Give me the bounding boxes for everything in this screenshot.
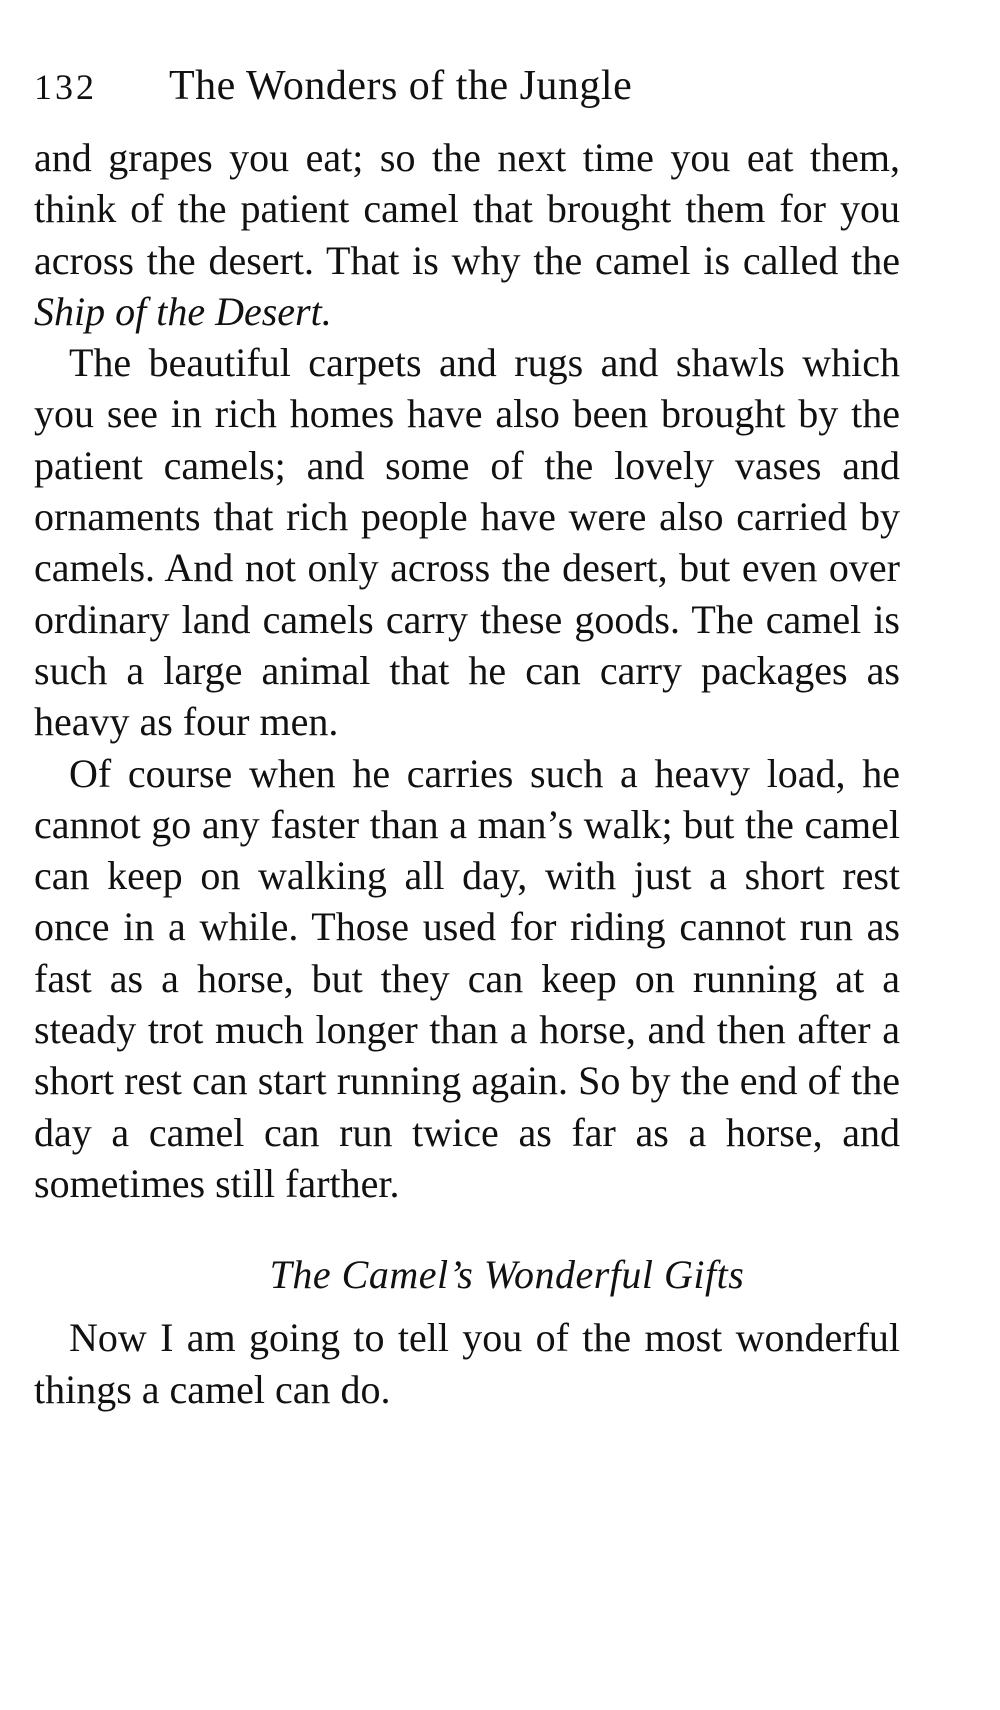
paragraph-speed: Of course when he carries such a heavy load, he cannot go any faster than a man’s walk; but the camel can keep on walking all day, with just a short rest once in a while. Those used for riding cannot run as fast as a horse, but they can keep on running at a steady trot much longer than a horse, and then after a short rest can start running again. So by the end of the day a camel can run twice as far as a horse, and sometimes still farther. (34, 750, 900, 1206)
emphasized-phrase: Ship of the Desert. (34, 288, 332, 334)
paragraph-section-intro: Now I am going to tell you of the most wonderful things a camel can do. (34, 1315, 900, 1412)
paragraph-text: and grapes you eat; so the next time you eat them, think of the patient camel that brought them for you across the desert. That is why the camel is called the (34, 135, 900, 283)
paragraph-carpets: The beautiful carpets and rugs and shawls which you see in rich homes have also been brought by the patient camels; and some of the lovely vases and ornaments that rich people have were also carried by camels. And not only across the desert, but even over ordinary land camels carry these goods. The camel is such a large animal that he can carry packages as heavy as four men. (34, 340, 900, 745)
running-title: The Wonders of the Jungle (169, 63, 633, 109)
book-page (34, 62, 900, 1415)
page-header (34, 62, 900, 124)
paragraph-continued (34, 132, 900, 337)
page-number: 132 (34, 67, 97, 107)
section-heading: The Camel’s Wonderful Gifts (269, 1252, 745, 1298)
